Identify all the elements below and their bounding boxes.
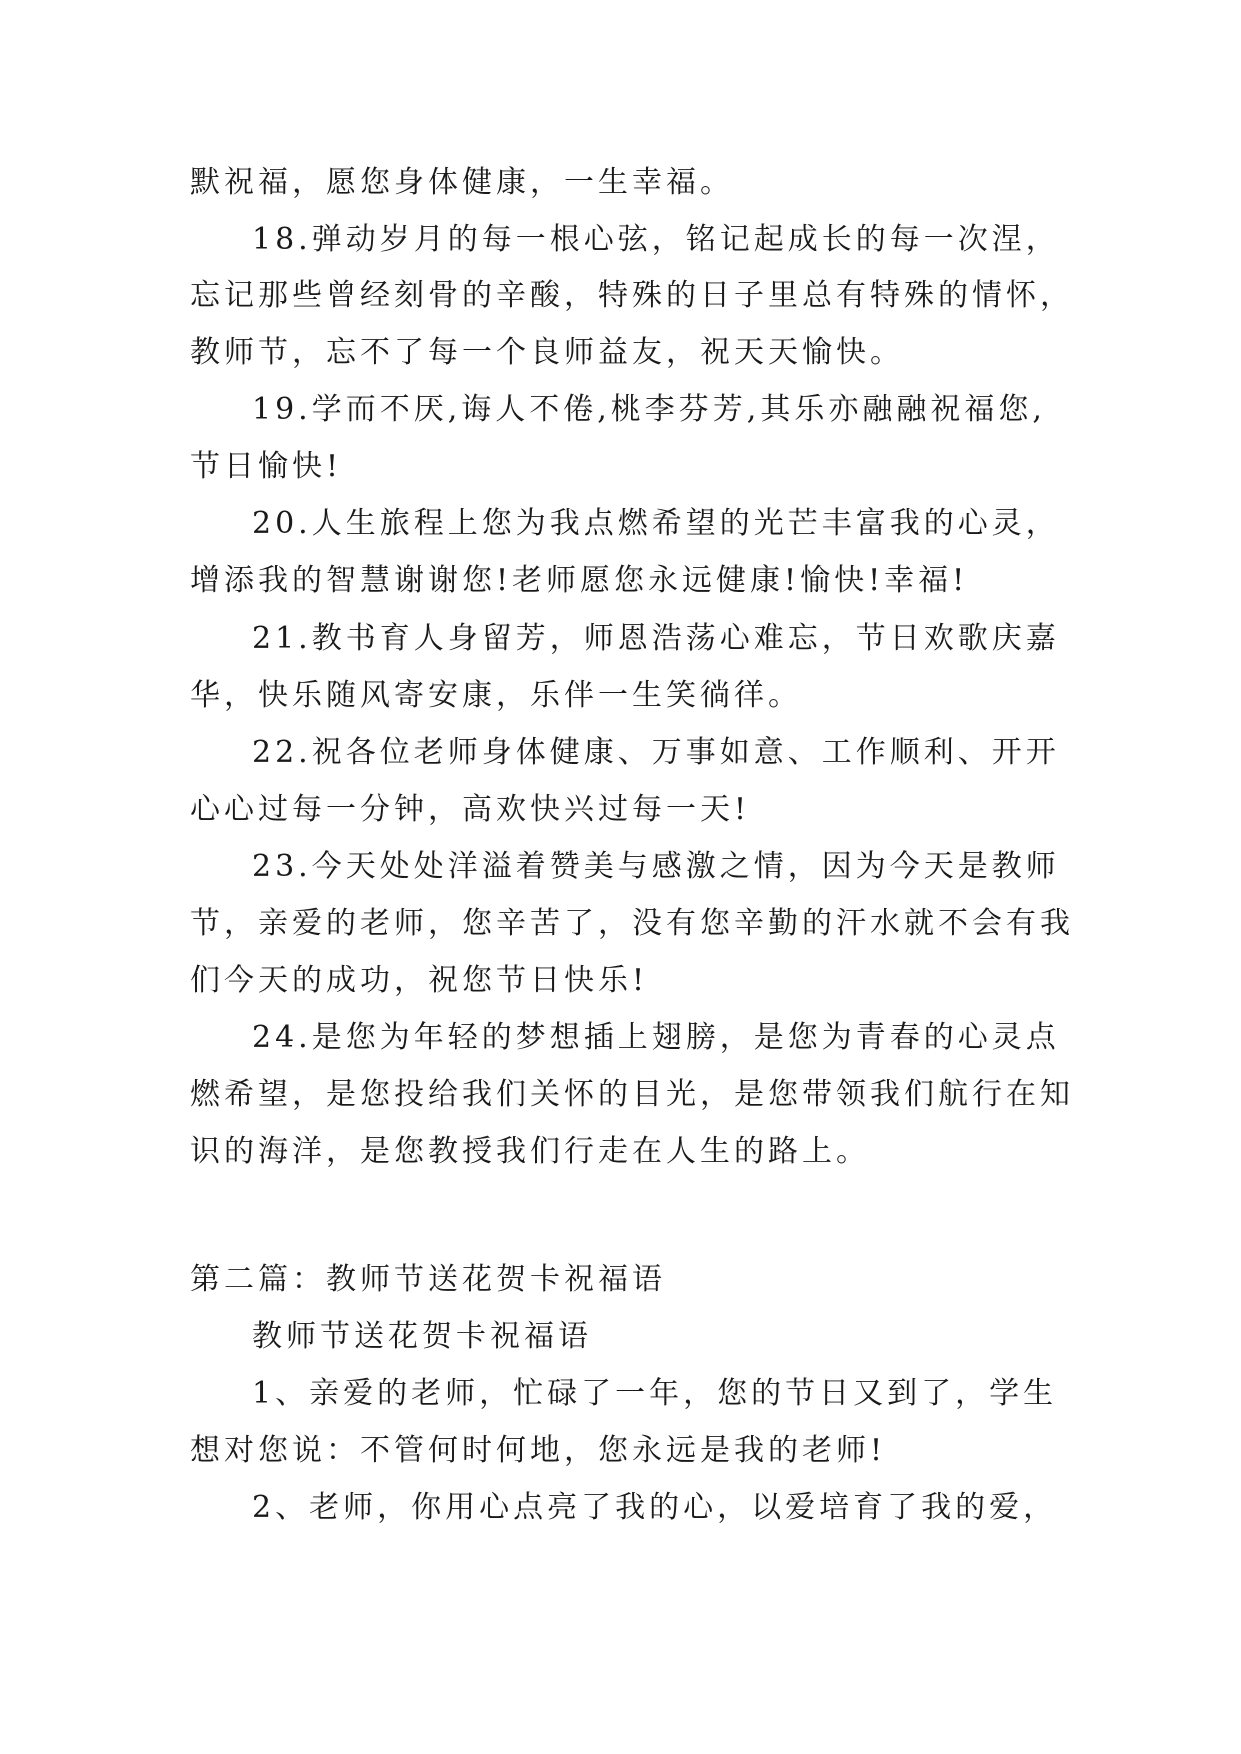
text-line: 识的海洋，是您教授我们行走在人生的路上。	[190, 1134, 870, 1169]
text-line: 教师节，忘不了每一个良师益友，祝天天愉快。	[190, 335, 904, 370]
text-line: 想对您说：不管何时何地，您永远是我的老师!	[190, 1433, 887, 1468]
text-line: 默祝福，愿您身体健康，一生幸福。	[190, 165, 734, 200]
text-line: 燃希望，是您投给我们关怀的目光，是您带领我们航行在知	[190, 1077, 1074, 1112]
text-line: 23.今天处处洋溢着赞美与感激之情，因为今天是教师	[252, 849, 1060, 884]
text-line: 24.是您为年轻的梦想插上翅膀，是您为青春的心灵点	[252, 1020, 1060, 1055]
text-line: 1、亲爱的老师，忙碌了一年，您的节日又到了，学生	[252, 1376, 1058, 1411]
text-line: 心心过每一分钟，高欢快兴过每一天!	[190, 792, 751, 827]
text-line: 增添我的智慧谢谢您!老师愿您永远健康!愉快!幸福!	[190, 563, 969, 598]
text-line: 19.学而不厌,诲人不倦,桃李芬芳,其乐亦融融祝福您,	[252, 392, 1046, 427]
text-line: 们今天的成功，祝您节日快乐!	[190, 963, 649, 998]
text-line: 22.祝各位老师身体健康、万事如意、工作顺利、开开	[252, 735, 1060, 770]
text-line: 2、老师，你用心点亮了我的心，以爱培育了我的爱，	[252, 1490, 1058, 1525]
text-line: 忘记那些曾经刻骨的辛酸，特殊的日子里总有特殊的情怀，	[190, 278, 1074, 313]
text-line: 20.人生旅程上您为我点燃希望的光芒丰富我的心灵，	[252, 506, 1060, 541]
section-heading: 第二篇：教师节送花贺卡祝福语	[190, 1262, 666, 1297]
text-line: 21.教书育人身留芳，师恩浩荡心难忘，节日欢歌庆嘉	[252, 621, 1060, 656]
text-line: 节，亲爱的老师，您辛苦了，没有您辛勤的汗水就不会有我	[190, 906, 1074, 941]
section-subtitle: 教师节送花贺卡祝福语	[252, 1319, 592, 1354]
text-line: 华，快乐随风寄安康，乐伴一生笑徜徉。	[190, 678, 802, 713]
text-line: 18.弹动岁月的每一根心弦，铭记起成长的每一次涅，	[252, 222, 1060, 257]
text-line: 节日愉快!	[190, 449, 343, 484]
